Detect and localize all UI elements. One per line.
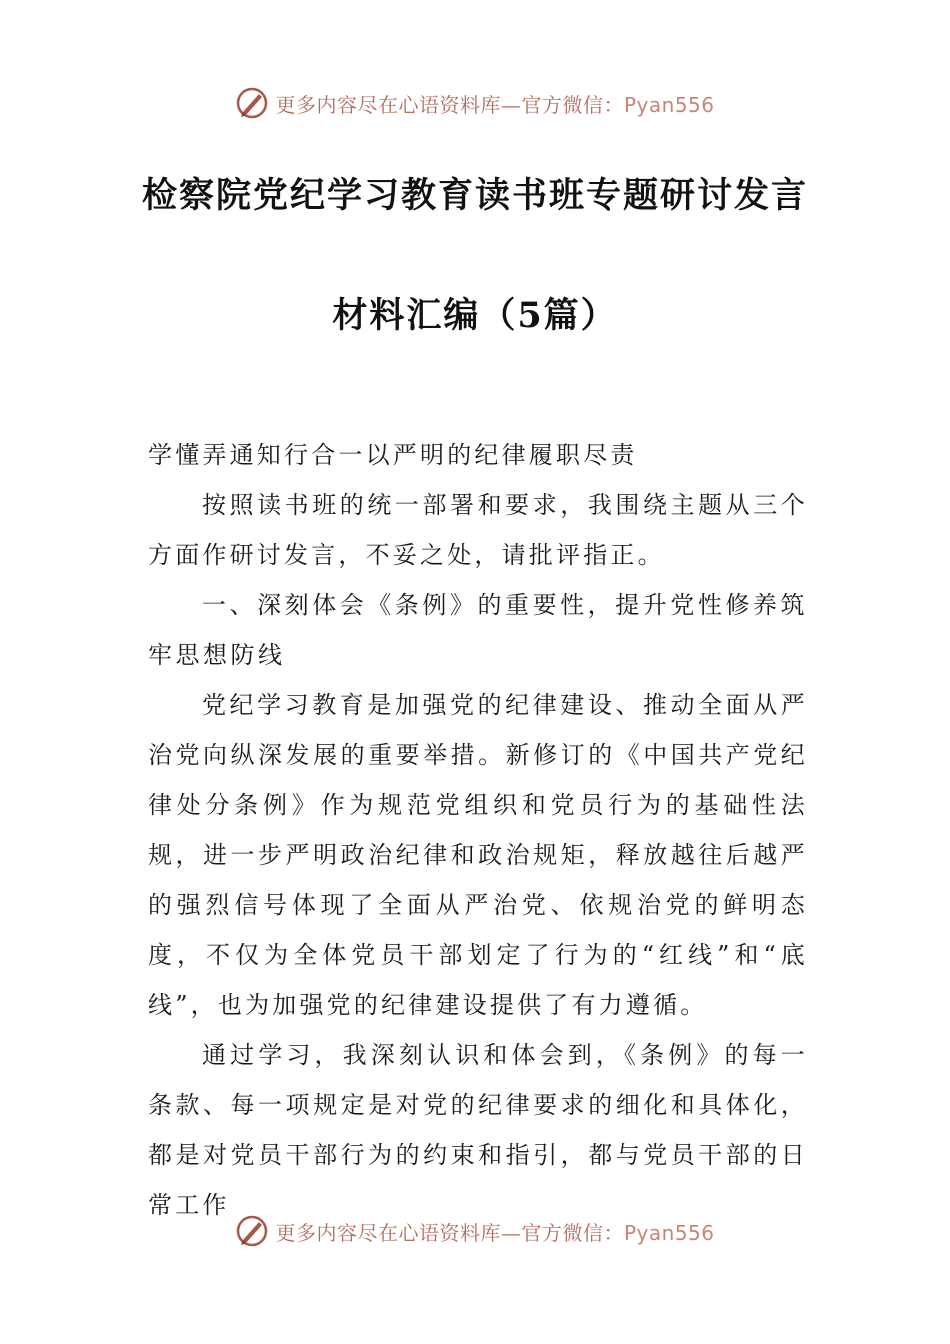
pen-logo-icon (235, 1214, 269, 1248)
wechat-id: Pyan556 (623, 92, 715, 117)
banner-text: 更多内容尽在心语资料库—官方微信：Pyan556 (275, 92, 715, 117)
section-subtitle: 学懂弄通知行合一以严明的纪律履职尽责 (148, 441, 638, 469)
header-watermark-banner (0, 83, 950, 123)
paragraph-body-1: 党纪学习教育是加强党的纪律建设、推动全面从严治党向纵深发展的重要举措。新修订的《中国共产党纪律处分条例》作为规范党组织和党员行为的基础性法规，进一步严明政治纪律和政治规矩，释放越往后越严的强烈信号体现了全面从严治党、依规治党的鲜明态度，不仅为全体党员干部划定了行为的“红线”和“底线”，也为加强党的纪律建设提供了有力遵循。 (148, 691, 808, 1019)
document-title-line2: 材料汇编（5篇） (332, 295, 618, 336)
footer-watermark-banner (0, 1211, 950, 1251)
pen-logo-icon (235, 86, 269, 120)
section-heading-1: 一、深刻体会《条例》的重要性，提升党性修养筑牢思想防线 (148, 591, 808, 669)
banner-text: 更多内容尽在心语资料库—官方微信：Pyan556 (275, 1220, 715, 1245)
paragraph-intro: 按照读书班的统一部署和要求，我围绕主题从三个方面作研讨发言，不妥之处，请批评指正。 (148, 491, 808, 569)
paragraph-body-2: 通过学习，我深刻认识和体会到，《条例》的每一条款、每一项规定是对党的纪律要求的细化和具体化，都是对党员干部行为的约束和指引，都与党员干部的日常工作 (148, 1041, 808, 1219)
wechat-id: Pyan556 (623, 1220, 715, 1245)
document-title-line1: 检察院党纪学习教育读书班专题研讨发言 (141, 175, 808, 216)
document-body (148, 430, 808, 1230)
